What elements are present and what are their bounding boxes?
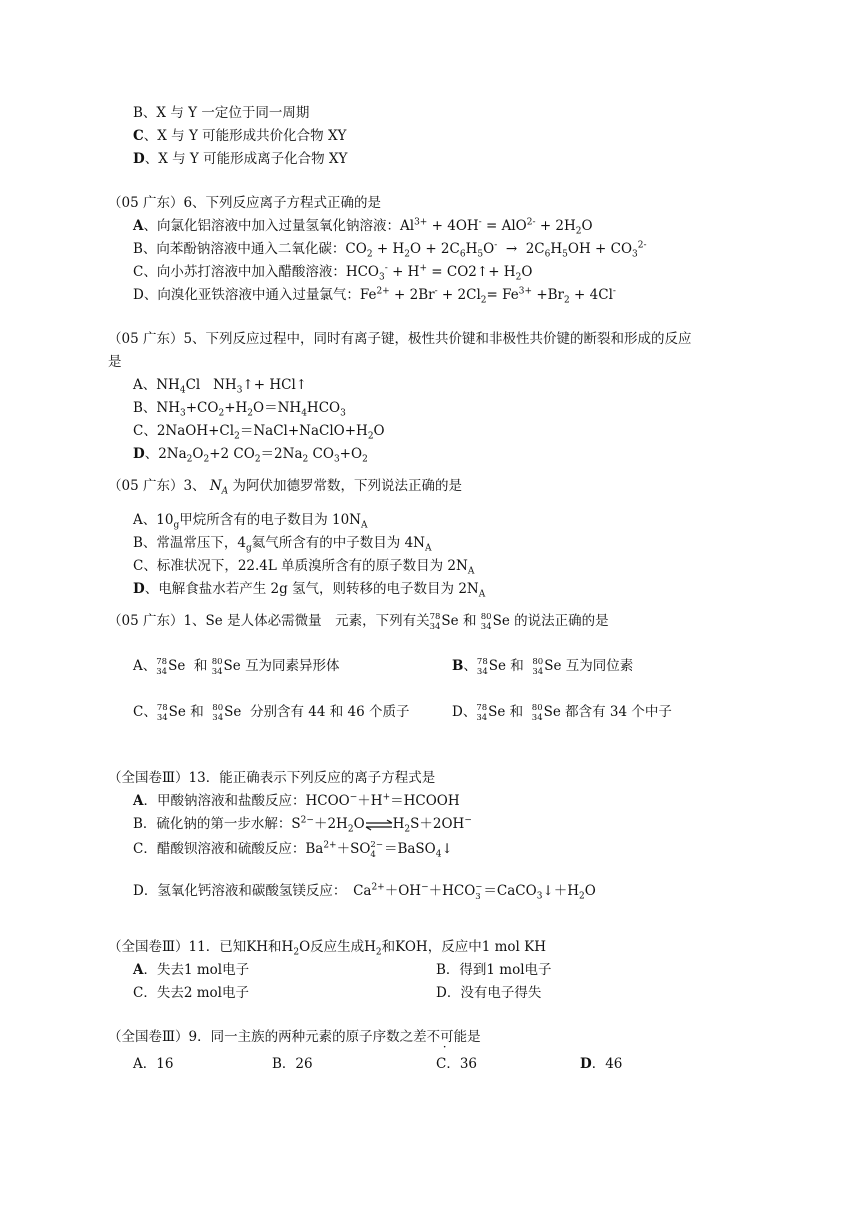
q11-option-b: B．得到1 mol电子 <box>436 962 552 978</box>
q6-option-b: B、向苯酚钠溶液中通入二氧化碳：$CO_2 + H_2O + 2C_6H_5O^- \to 2C_6H_5OH + CO_3^{2-}$ <box>133 240 647 260</box>
q11-stem: （全国卷Ⅲ）11．已知KH和$H_2O$反应生成$H_2$和KOH，反应中1 mol KH <box>108 939 546 958</box>
option-d-prev: D、X 与 Y 可能形成离子化合物 XY <box>133 151 348 167</box>
q11-option-d: D．没有电子得失 <box>436 985 542 1001</box>
q1-option-b: B、 78 34 Se 和 80 34 Se 互为同位素 <box>452 656 634 677</box>
q9-stem: （全国卷Ⅲ）9．同一主族的两种元素的原子序数之差不可能是 <box>108 1029 481 1045</box>
q5-option-d: D、$2Na_2O_2+2$ $CO_2=2Na_2$ $CO_3+O_2$ <box>133 446 368 465</box>
q5-option-b: B、$NH_3+CO_2+H_2O=NH_4HCO_3$ <box>133 400 346 419</box>
q3-option-a: A、$10_g$甲烷所含有的电子数目为 $10N_A$ <box>133 512 368 531</box>
q5-stem-cont: 是 <box>108 354 122 370</box>
q3-option-c: C、标准状况下，22.4L 单质溴所含有的原子数目为 $2N_A$ <box>133 558 475 577</box>
q3-option-d: D、电解食盐水若产生 2g 氢气，则转移的电子数目为 $2N_A$ <box>133 581 486 600</box>
q13-option-b: B．硫化钠的第一步水解：$S^{2-}+2H_2O$ $H_2S+2OH^-$ <box>133 815 472 835</box>
q6-option-d: D、向溴化亚铁溶液中通入过量氯气：$Fe^{2+} + 2Br^- + 2Cl_2= Fe^{3+} +Br_2 + 4Cl^-$ <box>133 286 616 306</box>
option-c-prev: C、X 与 Y 可能形成共价化合物 XY <box>133 128 347 144</box>
q9-option-c: C．36 <box>436 1056 478 1072</box>
q13-stem: （全国卷Ⅲ）13．能正确表示下列反应的离子方程式是 <box>108 770 436 786</box>
q5-stem: （05 广东）5、下列反应过程中，同时有离子键，极性共价键和非极性共价键的断裂和形成的反应 <box>108 331 692 347</box>
q6-option-a: A、向氯化铝溶液中加入过量氢氧化钠溶液：$Al^{3+} + 4OH^- = AlO^{2-} + 2H_2O$ <box>133 217 593 237</box>
q9-option-b: B．26 <box>272 1056 313 1072</box>
emphasis-text: 不可能 <box>426 1029 468 1045</box>
q1-stem: （05 广东）1、Se 是人体必需微量 元素，下列有关 78 34 Se 和 80 34 Se 的说法正确的是 <box>108 611 609 632</box>
q13-option-d: D．氢氧化钙溶液和碳酸氢镁反应： $Ca^{2+}+OH^-+HCO$ − 3 $=CaCO_3↓+H_2O$ <box>133 881 596 902</box>
q3-option-b: B、常温常压下，$4_g$氦气所含有的中子数目为 $4N_A$ <box>133 535 432 554</box>
q6-option-c: C、向小苏打溶液中加入醋酸溶液：$HCO_3^- + H^+$ = CO2↑+ $H_2O$ <box>133 263 533 283</box>
q11-option-a: A．失去1 mol电子 <box>133 962 250 978</box>
q9-option-d: D．46 <box>580 1056 623 1072</box>
q6-stem: （05 广东）6、下列反应离子方程式正确的是 <box>108 195 382 211</box>
q5-option-c: C、$2NaOH+Cl_2=NaCl+NaClO+H_2O$ <box>133 423 385 442</box>
q1-option-d: D、 78 34 Se 和 80 34 Se 都含有 34 个中子 <box>452 702 672 723</box>
q11-option-c: C．失去2 mol电子 <box>133 985 249 1001</box>
q1-option-a: A、 78 34 Se 和 80 34 Se 互为同素异形体 <box>133 656 340 677</box>
q5-option-a: A、$NH_4Cl$ $NH_3↑+$ HCl↑ <box>133 377 308 396</box>
q1-option-c: C、 78 34 Se 和 80 34 Se 分别含有 44 和 46 个质子 <box>133 702 410 723</box>
q13-option-a: A．甲酸钠溶液和盐酸反应：HCOO−＋H+＝HCOOH <box>133 792 460 809</box>
equilibrium-arrow-icon <box>365 819 393 831</box>
q3-stem: （05 广东）3、 $N_A$ 为阿伏加德罗常数，下列说法正确的是 <box>108 478 462 497</box>
q9-option-a: A．16 <box>133 1056 174 1072</box>
q13-option-c: C．醋酸钡溶液和硫酸反应：$Ba^{2+}+SO$ 2− 4 ＝BaSO$_4$↓ <box>133 839 453 860</box>
option-b-prev: B、X 与 Y 一定位于同一周期 <box>133 105 310 121</box>
